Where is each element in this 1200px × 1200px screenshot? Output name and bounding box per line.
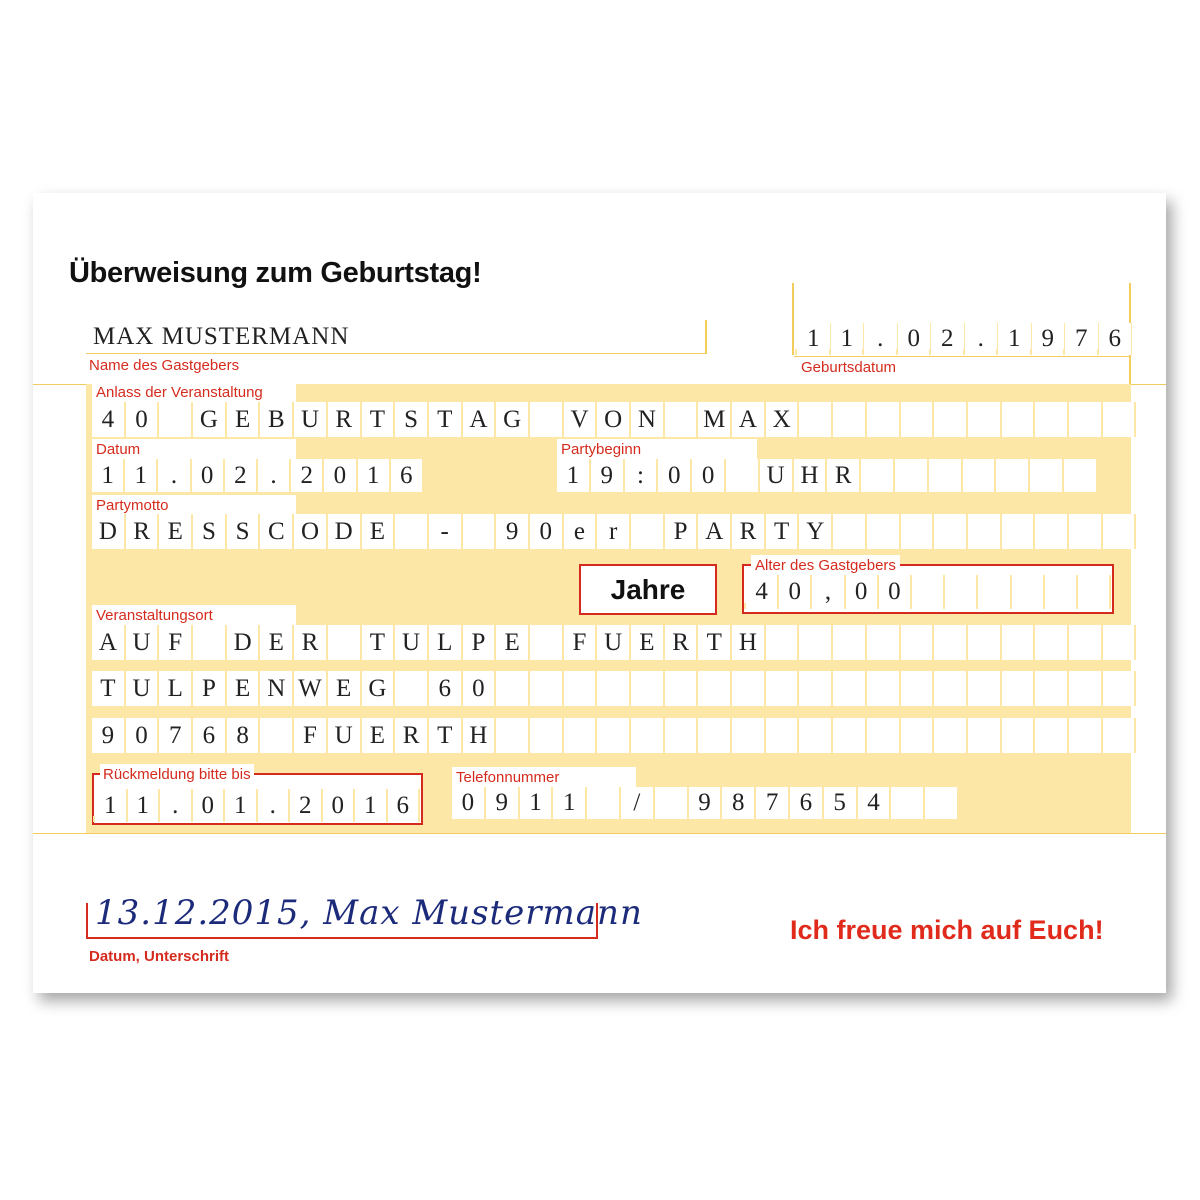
- char-cell: O: [597, 402, 631, 437]
- char-cell: 4: [92, 402, 126, 437]
- form-bottom-line: [33, 833, 1166, 834]
- char-cell: R: [827, 459, 861, 492]
- host-name-value: MAX MUSTERMANN: [93, 323, 350, 350]
- char-cell: U: [126, 625, 160, 660]
- char-cell: T: [766, 514, 800, 549]
- char-cell: [963, 459, 997, 492]
- birthdate-label: Geburtsdatum: [801, 359, 897, 376]
- char-cell: N: [631, 402, 665, 437]
- char-cell: [799, 718, 833, 753]
- char-cell: W: [294, 671, 328, 706]
- host-line-end: [705, 320, 707, 354]
- char-cell: [968, 514, 1002, 549]
- char-cell: [833, 514, 867, 549]
- char-cell: [631, 514, 665, 549]
- char-cell: R: [732, 514, 766, 549]
- char-cell: [867, 514, 901, 549]
- char-cell: [463, 514, 497, 549]
- char-cell: [631, 718, 665, 753]
- char-cell: -: [429, 514, 463, 549]
- char-cell: 8: [227, 718, 261, 753]
- char-cell: [901, 671, 935, 706]
- char-cell: [833, 402, 867, 437]
- char-cell: [861, 459, 895, 492]
- char-cell: [1103, 671, 1137, 706]
- char-cell: .: [864, 323, 898, 355]
- char-cell: [934, 514, 968, 549]
- date-label: Datum: [92, 439, 296, 459]
- char-cell: r: [597, 514, 631, 549]
- char-cell: 1: [797, 323, 831, 355]
- char-cell: [395, 671, 429, 706]
- char-cell: [564, 718, 598, 753]
- char-cell: 1: [998, 323, 1032, 355]
- host-name-line: [86, 353, 706, 354]
- char-cell: D: [328, 514, 362, 549]
- char-cell: 8: [722, 787, 756, 819]
- char-cell: A: [732, 402, 766, 437]
- char-cell: [1064, 459, 1098, 492]
- char-cell: 1: [557, 459, 591, 492]
- char-cell: 1: [355, 789, 388, 822]
- char-cell: [260, 718, 294, 753]
- char-cell: [934, 718, 968, 753]
- char-cell: 1: [125, 459, 158, 492]
- char-cell: [665, 402, 699, 437]
- char-cell: T: [698, 625, 732, 660]
- rsvp-field[interactable]: [95, 789, 420, 822]
- char-cell: [530, 671, 564, 706]
- char-cell: G: [362, 671, 396, 706]
- party-start-field[interactable]: [557, 459, 1098, 492]
- char-cell: 6: [1099, 323, 1133, 355]
- char-cell: 0: [692, 459, 726, 492]
- char-cell: 1: [92, 459, 125, 492]
- phone-label: Telefonnummer: [452, 767, 636, 787]
- char-cell: [530, 402, 564, 437]
- char-cell: E: [260, 625, 294, 660]
- char-cell: U: [597, 625, 631, 660]
- char-cell: L: [429, 625, 463, 660]
- char-cell: [732, 671, 766, 706]
- handwritten-signature: 13.12.2015, Max Mustermann: [95, 893, 643, 933]
- char-cell: L: [159, 671, 193, 706]
- char-cell: [833, 625, 867, 660]
- char-cell: N: [260, 671, 294, 706]
- occasion-field[interactable]: [92, 402, 1136, 437]
- char-cell: 6: [388, 789, 421, 822]
- char-cell: O: [294, 514, 328, 549]
- char-cell: 6: [193, 718, 227, 753]
- char-cell: 9: [92, 718, 126, 753]
- char-cell: [929, 459, 963, 492]
- char-cell: [1012, 575, 1045, 609]
- char-cell: 7: [756, 787, 790, 819]
- venue-label: Veranstaltungsort: [92, 605, 296, 625]
- char-cell: 0: [324, 459, 357, 492]
- char-cell: P: [193, 671, 227, 706]
- char-cell: A: [698, 514, 732, 549]
- char-cell: U: [328, 718, 362, 753]
- char-cell: [698, 718, 732, 753]
- char-cell: [726, 459, 760, 492]
- char-cell: S: [395, 402, 429, 437]
- char-cell: E: [631, 625, 665, 660]
- char-cell: [934, 402, 968, 437]
- char-cell: T: [92, 671, 126, 706]
- char-cell: [530, 718, 564, 753]
- char-cell: U: [294, 402, 328, 437]
- char-cell: M: [698, 402, 732, 437]
- char-cell: [655, 787, 689, 819]
- age-label: Alter des Gastgebers: [751, 555, 900, 576]
- char-cell: 0: [463, 671, 497, 706]
- date-field[interactable]: [92, 459, 424, 492]
- char-cell: Y: [799, 514, 833, 549]
- char-cell: 2: [931, 323, 965, 355]
- signature-caption: Datum, Unterschrift: [89, 948, 230, 965]
- char-cell: [934, 671, 968, 706]
- char-cell: 7: [159, 718, 193, 753]
- char-cell: [1035, 514, 1069, 549]
- char-cell: E: [362, 718, 396, 753]
- char-cell: B: [260, 402, 294, 437]
- char-cell: E: [227, 402, 261, 437]
- char-cell: [1002, 625, 1036, 660]
- char-cell: [901, 402, 935, 437]
- char-cell: [395, 514, 429, 549]
- char-cell: [1035, 718, 1069, 753]
- birthdate-border-left: [792, 283, 794, 355]
- char-cell: [1069, 402, 1103, 437]
- char-cell: [587, 787, 621, 819]
- char-cell: 4: [746, 575, 779, 609]
- char-cell: [867, 718, 901, 753]
- char-cell: [833, 671, 867, 706]
- char-cell: 1: [553, 787, 587, 819]
- char-cell: [891, 787, 925, 819]
- char-cell: [799, 402, 833, 437]
- char-cell: R: [328, 402, 362, 437]
- char-cell: [1035, 671, 1069, 706]
- char-cell: [1030, 459, 1064, 492]
- char-cell: .: [258, 459, 291, 492]
- char-cell: [867, 625, 901, 660]
- char-cell: 6: [790, 787, 824, 819]
- motto-label: Partymotto: [92, 495, 296, 515]
- char-cell: 5: [824, 787, 858, 819]
- char-cell: G: [496, 402, 530, 437]
- char-cell: D: [92, 514, 126, 549]
- char-cell: 2: [291, 459, 324, 492]
- age-field[interactable]: [746, 575, 1111, 609]
- char-cell: [631, 671, 665, 706]
- char-cell: [1103, 718, 1137, 753]
- char-cell: X: [766, 402, 800, 437]
- char-cell: [496, 671, 530, 706]
- char-cell: P: [463, 625, 497, 660]
- motto-field[interactable]: [92, 514, 1136, 549]
- char-cell: A: [92, 625, 126, 660]
- char-cell: [1045, 575, 1078, 609]
- char-cell: [530, 625, 564, 660]
- char-cell: [1103, 514, 1137, 549]
- char-cell: V: [564, 402, 598, 437]
- char-cell: 9: [689, 787, 723, 819]
- char-cell: [968, 402, 1002, 437]
- char-cell: [766, 625, 800, 660]
- char-cell: 1: [95, 789, 128, 822]
- char-cell: H: [794, 459, 828, 492]
- char-cell: G: [193, 402, 227, 437]
- char-cell: [799, 625, 833, 660]
- char-cell: 4: [858, 787, 892, 819]
- char-cell: .: [965, 323, 999, 355]
- char-cell: [1069, 718, 1103, 753]
- char-cell: C: [260, 514, 294, 549]
- char-cell: 1: [520, 787, 554, 819]
- char-cell: [1035, 402, 1069, 437]
- char-cell: R: [395, 718, 429, 753]
- char-cell: [328, 625, 362, 660]
- char-cell: R: [665, 625, 699, 660]
- char-cell: 0: [126, 718, 160, 753]
- char-cell: :: [625, 459, 659, 492]
- char-cell: [665, 718, 699, 753]
- rsvp-label: Rückmeldung bitte bis: [100, 764, 254, 785]
- char-cell: [1103, 402, 1137, 437]
- char-cell: 6: [429, 671, 463, 706]
- char-cell: 0: [452, 787, 486, 819]
- char-cell: [1002, 718, 1036, 753]
- char-cell: [799, 671, 833, 706]
- char-cell: 9: [496, 514, 530, 549]
- char-cell: F: [159, 625, 193, 660]
- char-cell: 1: [831, 323, 865, 355]
- char-cell: .: [160, 789, 193, 822]
- char-cell: 0: [898, 323, 932, 355]
- char-cell: [833, 718, 867, 753]
- char-cell: 1: [128, 789, 161, 822]
- char-cell: R: [294, 625, 328, 660]
- char-cell: 2: [290, 789, 323, 822]
- phone-field[interactable]: [452, 787, 959, 819]
- char-cell: [901, 625, 935, 660]
- char-cell: .: [158, 459, 191, 492]
- char-cell: 2: [225, 459, 258, 492]
- char-cell: 0: [193, 789, 226, 822]
- char-cell: 0: [126, 402, 160, 437]
- char-cell: [934, 625, 968, 660]
- char-cell: [193, 625, 227, 660]
- closing-message: Ich freue mich auf Euch!: [790, 915, 1104, 945]
- char-cell: [564, 671, 598, 706]
- char-cell: F: [564, 625, 598, 660]
- char-cell: 1: [358, 459, 391, 492]
- jahre-box: Jahre: [579, 564, 717, 615]
- venue-field-line3[interactable]: [92, 718, 1136, 753]
- char-cell: T: [362, 625, 396, 660]
- char-cell: [496, 718, 530, 753]
- char-cell: .: [258, 789, 291, 822]
- char-cell: T: [429, 402, 463, 437]
- venue-field-line1[interactable]: [92, 625, 1136, 660]
- char-cell: [597, 671, 631, 706]
- char-cell: [1103, 625, 1137, 660]
- char-cell: [901, 514, 935, 549]
- char-cell: [766, 671, 800, 706]
- char-cell: R: [126, 514, 160, 549]
- char-cell: E: [328, 671, 362, 706]
- char-cell: [665, 671, 699, 706]
- char-cell: [1078, 575, 1111, 609]
- char-cell: F: [294, 718, 328, 753]
- char-cell: [1002, 671, 1036, 706]
- char-cell: [698, 671, 732, 706]
- venue-field-line2[interactable]: [92, 671, 1136, 706]
- char-cell: S: [227, 514, 261, 549]
- char-cell: E: [159, 514, 193, 549]
- char-cell: 9: [591, 459, 625, 492]
- char-cell: [901, 718, 935, 753]
- party-start-label: Partybeginn: [557, 439, 757, 459]
- char-cell: E: [362, 514, 396, 549]
- char-cell: H: [732, 625, 766, 660]
- char-cell: [597, 718, 631, 753]
- char-cell: T: [362, 402, 396, 437]
- char-cell: 7: [1065, 323, 1099, 355]
- char-cell: 0: [846, 575, 879, 609]
- char-cell: 1: [225, 789, 258, 822]
- char-cell: [1002, 514, 1036, 549]
- char-cell: [1069, 671, 1103, 706]
- char-cell: 6: [391, 459, 424, 492]
- char-cell: [766, 718, 800, 753]
- char-cell: 0: [323, 789, 356, 822]
- signature-field[interactable]: [86, 903, 598, 939]
- char-cell: [1069, 514, 1103, 549]
- char-cell: A: [463, 402, 497, 437]
- char-cell: 0: [530, 514, 564, 549]
- char-cell: U: [395, 625, 429, 660]
- char-cell: 0: [658, 459, 692, 492]
- char-cell: [732, 718, 766, 753]
- char-cell: [968, 671, 1002, 706]
- char-cell: [968, 625, 1002, 660]
- host-name-label: Name des Gastgebers: [89, 357, 240, 374]
- char-cell: [159, 402, 193, 437]
- char-cell: U: [760, 459, 794, 492]
- char-cell: D: [227, 625, 261, 660]
- char-cell: [867, 402, 901, 437]
- occasion-label: Anlass der Veranstaltung: [92, 382, 296, 402]
- char-cell: e: [564, 514, 598, 549]
- char-cell: [867, 671, 901, 706]
- char-cell: [895, 459, 929, 492]
- char-cell: S: [193, 514, 227, 549]
- char-cell: [968, 718, 1002, 753]
- char-cell: T: [429, 718, 463, 753]
- char-cell: 0: [879, 575, 912, 609]
- char-cell: [1002, 402, 1036, 437]
- char-cell: [996, 459, 1030, 492]
- char-cell: E: [496, 625, 530, 660]
- char-cell: [925, 787, 959, 819]
- char-cell: 0: [779, 575, 812, 609]
- char-cell: 0: [192, 459, 225, 492]
- card-title: Überweisung zum Geburtstag!: [69, 257, 482, 289]
- char-cell: 9: [1032, 323, 1066, 355]
- char-cell: [978, 575, 1011, 609]
- char-cell: E: [227, 671, 261, 706]
- char-cell: [1035, 625, 1069, 660]
- char-cell: [1069, 625, 1103, 660]
- birthdate-field[interactable]: [797, 323, 1132, 355]
- char-cell: ,: [812, 575, 845, 609]
- char-cell: [945, 575, 978, 609]
- char-cell: P: [665, 514, 699, 549]
- invitation-card: [33, 193, 1166, 993]
- char-cell: U: [126, 671, 160, 706]
- char-cell: [912, 575, 945, 609]
- char-cell: H: [463, 718, 497, 753]
- char-cell: 9: [486, 787, 520, 819]
- char-cell: /: [621, 787, 655, 819]
